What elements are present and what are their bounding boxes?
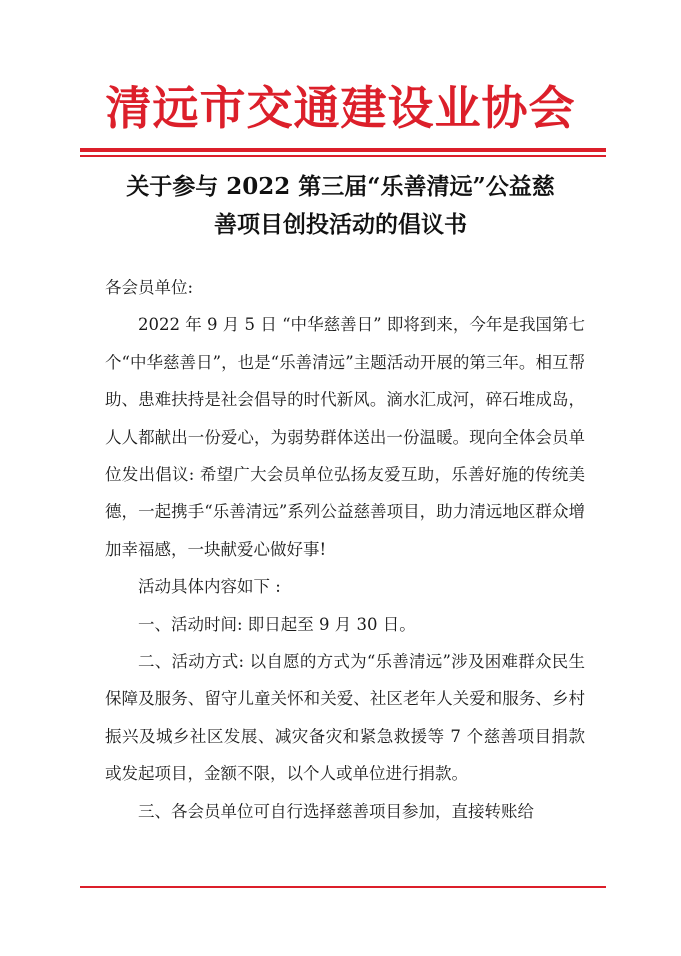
- title-line-2: 善项目创投活动的倡议书: [214, 211, 467, 238]
- item-1: 一、活动时间: 即日起至 9 月 30 日。: [138, 614, 416, 634]
- header-divider-thin: [80, 155, 606, 157]
- organization-header: 清远市交通建设业协会: [105, 81, 576, 135]
- document-title: [60, 168, 621, 244]
- document-body: [105, 269, 585, 830]
- paragraph-1: 2022 年 9 月 5 日 “中华慈善日” 即将到来，今年是我国第七个“中华慈善日”，也是“乐善清远”主题活动开展的第三年。相互帮助、患难扶持是社会倡导的时代新风。滴水汇成河，碎石堆成岛，人人都献出一份爱心，为弱势群体送出一份温暖。现向全体会员单位发出倡议: 希望广大会员单位弘扬友爱互助，乐善好施的传统美德，一起携手“乐善清远”系列公益慈善项目，助力清远地区群众增加幸福感，一块献爱心做好事!: [105, 315, 585, 559]
- intro-line: 活动具体内容如下 :: [138, 577, 281, 597]
- salutation: 各会员单位:: [105, 278, 194, 297]
- header-divider-thick: [80, 148, 606, 152]
- item-3: 三、各会员单位可自行选择慈善项目参加，直接转账给: [138, 801, 534, 821]
- item-2: 二、活动方式: 以自愿的方式为“乐善清远”涉及困难群众民生保障及服务、留守儿童关怀和关爱、社区老年人关爱和服务、乡村振兴及城乡社区发展、减灾备灾和紧急救援等 7 个慈善项目捐款或发起项目，金额不限，以个人或单位进行捐款。: [105, 652, 585, 784]
- title-line-1: 关于参与 2022 第三届“乐善清远”公益慈: [126, 173, 555, 200]
- footer-divider: [80, 886, 606, 888]
